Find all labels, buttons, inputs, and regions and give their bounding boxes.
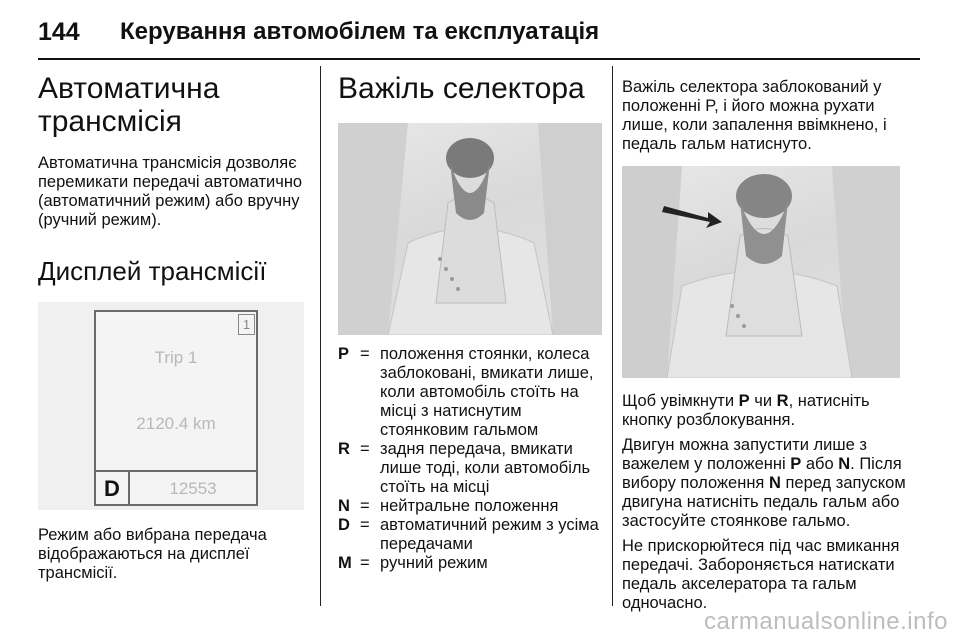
page-header	[38, 12, 918, 52]
gear-key: N	[838, 455, 851, 473]
section-title: Автоматична трансмісія	[38, 72, 220, 138]
selector-lever-photo	[338, 123, 602, 335]
legend-description: задня передача, вмикати лише тоді, коли автомобіль стоїть на місці	[380, 440, 591, 496]
legend-key: D	[338, 516, 350, 534]
transmission-display-figure	[38, 302, 304, 510]
legend-key: R	[338, 440, 350, 458]
unlock-paragraph	[622, 392, 912, 430]
legend-equals: =	[360, 497, 370, 515]
legend-description: нейтральне положення	[380, 497, 559, 515]
display-heading: Дисплей трансмісії	[38, 256, 267, 286]
odometer-value: 12553	[169, 479, 217, 498]
gear-key: R	[776, 392, 789, 410]
page-number: 144	[38, 18, 80, 46]
legend-row	[338, 345, 606, 440]
legend-key: M	[338, 554, 352, 572]
column-2	[338, 72, 606, 573]
legend-row	[338, 440, 606, 497]
column-divider-2	[612, 66, 613, 606]
gear-lever-illustration	[338, 123, 602, 335]
legend-equals: =	[360, 554, 370, 572]
gear-lever-button-illustration	[622, 166, 900, 378]
text-run: . Після вибору положення	[622, 455, 902, 492]
column-3	[622, 78, 912, 613]
gear-key: P	[790, 455, 802, 473]
column-1	[38, 72, 308, 583]
legend-description: положення стоянки, колеса заблоковані, вмикати лише, коли автомобіль стоїть на місці з натиснутим стоянковим гальмом	[380, 345, 594, 439]
transmission-display	[94, 310, 258, 506]
legend-key: P	[338, 345, 350, 363]
lock-paragraph: Важіль селектора заблокований у положенні P, і його можна рухати лише, коли запалення ввімкнено, і педаль гальм натиснуто.	[622, 78, 887, 153]
legend-key: N	[338, 497, 350, 515]
text-run: , натисніть кнопку розблокування.	[622, 392, 870, 429]
trip-distance: 2120.4 km	[136, 414, 216, 433]
text-run: перед запуском двигуна натисніть педаль гальм або застосуйте стоянкове гальмо.	[622, 474, 906, 530]
legend-equals: =	[360, 440, 370, 458]
legend-description: автоматичний режим з усіма передачами	[380, 516, 599, 553]
display-status-row	[96, 470, 256, 506]
text-run: чи	[749, 392, 777, 410]
text-run: Щоб увімкнути	[622, 392, 739, 410]
legend-row	[338, 516, 606, 554]
legend-equals: =	[360, 516, 370, 534]
start-paragraph	[622, 436, 912, 531]
gear-key: P	[738, 392, 750, 410]
display-caption: Режим або вибрана передача відображаються на дисплеї трансмісії.	[38, 526, 267, 582]
running-title: Керування автомобілем та експлуатація	[120, 18, 600, 45]
intro-paragraph: Автоматична трансмісія дозволяє перемикати передачі автоматично (автоматичний режим) або вручну (ручний режим).	[38, 154, 303, 229]
legend-row	[338, 554, 606, 573]
selector-heading: Важіль селектора	[338, 72, 585, 105]
page-indicator-icon: 1	[238, 314, 255, 335]
gear-indicator: D	[96, 472, 130, 506]
unlock-button-photo	[622, 166, 900, 378]
legend-equals: =	[360, 345, 370, 363]
legend-description: ручний режим	[380, 554, 488, 572]
column-divider-1	[320, 66, 321, 606]
gear-key: N	[768, 474, 781, 492]
trip-label: Trip 1	[154, 348, 198, 367]
legend-row	[338, 497, 606, 516]
text-run: або	[801, 455, 839, 473]
warning-paragraph: Не прискорюйтеся під час вмикання передачі. Забороняється натискати педаль акселератора та гальм одночасно.	[622, 537, 900, 612]
header-rule	[38, 58, 920, 60]
watermark: carmanualsonline.info	[704, 608, 948, 635]
text-run: Двигун можна запустити лише з важелем у положенні	[622, 436, 867, 473]
selector-legend	[338, 345, 606, 573]
